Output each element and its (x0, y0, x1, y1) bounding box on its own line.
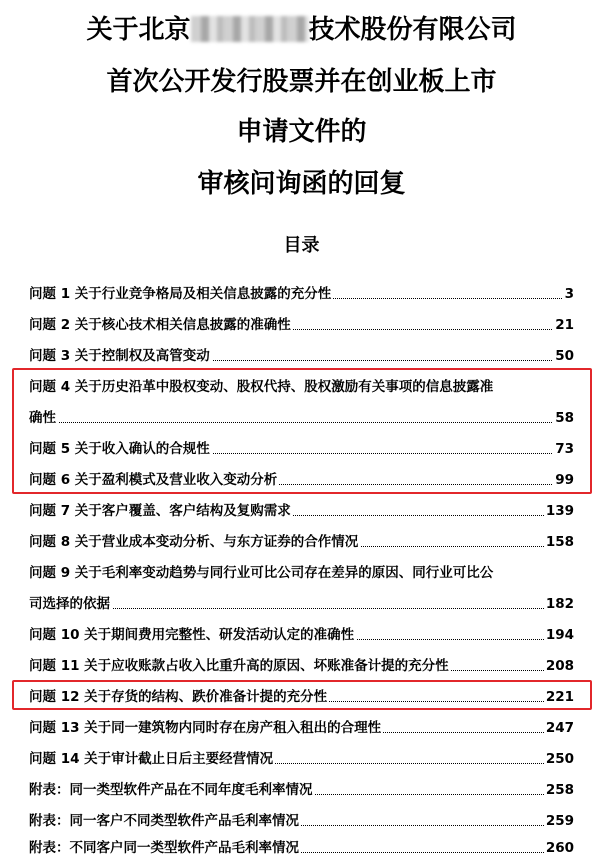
highlight-box-questions-4-6 (12, 368, 592, 494)
title-text-before: 关于北京 (86, 15, 191, 45)
toc-entry-2[interactable] (29, 315, 574, 335)
toc-appendix-1[interactable] (29, 780, 574, 800)
toc-entry-9-line-2[interactable] (29, 594, 574, 614)
toc-entry-page: 247 (545, 720, 574, 736)
toc-entry-page: 194 (545, 627, 574, 643)
toc-entry-label: 问题 13 关于同一建筑物内同时存在房产租入租出的合理性 (29, 720, 382, 736)
toc-entry-label: 问题 10 关于期间费用完整性、研发活动认定的准确性 (29, 627, 355, 643)
highlight-box-question-12 (12, 680, 592, 710)
toc-appendix-3[interactable] (29, 838, 574, 858)
toc-entry-11[interactable] (29, 656, 574, 676)
toc-entry-10[interactable] (29, 625, 574, 645)
toc-entry-page: 259 (545, 813, 574, 829)
toc-entry-label: 问题 4 关于历史沿革中股权变动、股权代持、股权激励有关事项的信息披露准 (29, 379, 494, 395)
toc-entry-label: 问题 2 关于核心技术相关信息披露的准确性 (29, 317, 291, 333)
document-title-line-1 (0, 10, 603, 50)
document-title-line-2: 首次公开发行股票并在创业板上市 (106, 67, 497, 97)
toc-appendix-2[interactable] (29, 811, 574, 831)
toc-entry-label: 问题 14 关于审计截止日后主要经营情况 (29, 751, 274, 767)
toc-entry-7[interactable] (29, 501, 574, 521)
toc-entry-label: 司选择的依据 (29, 596, 110, 612)
toc-entry-8[interactable] (29, 532, 574, 552)
toc-entry-page: 3 (564, 286, 574, 302)
toc-entry-1[interactable] (29, 284, 574, 304)
toc-entry-page: 158 (545, 534, 574, 550)
document-title-line-3: 申请文件的 (236, 117, 367, 147)
toc-entry-label: 问题 3 关于控制权及高管变动 (29, 348, 210, 364)
toc-entry-label: 附表：同一客户不同类型软件产品毛利率情况 (29, 813, 299, 829)
title-text-after: 技术股份有限公司 (308, 15, 517, 45)
toc-entry-label: 问题 11 关于应收账款占收入比重升高的原因、坏账准备计提的充分性 (29, 658, 449, 674)
toc-entry-label: 问题 6 关于盈利模式及营业收入变动分析 (29, 472, 278, 488)
toc-entry-page: 58 (555, 410, 574, 426)
toc-entry-label: 附表：不同客户同一类型软件产品毛利率情况 (29, 840, 299, 856)
toc-entry-page: 258 (545, 782, 574, 798)
redacted-company-name (191, 16, 309, 42)
toc-entry-page: 250 (545, 751, 574, 767)
toc-entry-page: 182 (545, 596, 574, 612)
toc-entry-page: 99 (555, 472, 574, 488)
toc-entry-3[interactable] (29, 346, 574, 366)
toc-entry-page: 221 (545, 689, 574, 705)
toc-entry-page: 73 (555, 441, 574, 457)
toc-entry-14[interactable] (29, 749, 574, 769)
toc-entry-label: 问题 12 关于存货的结构、跌价准备计提的充分性 (29, 689, 328, 705)
toc-entry-label: 确性 (29, 410, 56, 426)
toc-entry-13[interactable] (29, 718, 574, 738)
toc-entry-label: 问题 5 关于收入确认的合规性 (29, 441, 210, 457)
toc-entry-page: 139 (545, 503, 574, 519)
toc-entry-page: 50 (555, 348, 574, 364)
toc-heading: 目录 (283, 235, 320, 256)
toc-entry-9-line-1[interactable] (29, 563, 574, 583)
toc-entry-label: 问题 1 关于行业竞争格局及相关信息披露的充分性 (29, 286, 332, 302)
toc-entry-label: 问题 7 关于客户覆盖、客户结构及复购需求 (29, 503, 291, 519)
document-title-line-4: 审核问询函的回复 (197, 169, 406, 199)
toc-entry-label: 问题 9 关于毛利率变动趋势与同行业可比公司存在差异的原因、同行业可比公 (29, 565, 494, 581)
toc-entry-page: 208 (545, 658, 574, 674)
toc-entry-page: 260 (545, 840, 574, 856)
toc-entry-label: 问题 8 关于营业成本变动分析、与东方证券的合作情况 (29, 534, 359, 550)
toc-entry-page: 21 (555, 317, 574, 333)
toc-entry-label: 附表：同一类型软件产品在不同年度毛利率情况 (29, 782, 313, 798)
